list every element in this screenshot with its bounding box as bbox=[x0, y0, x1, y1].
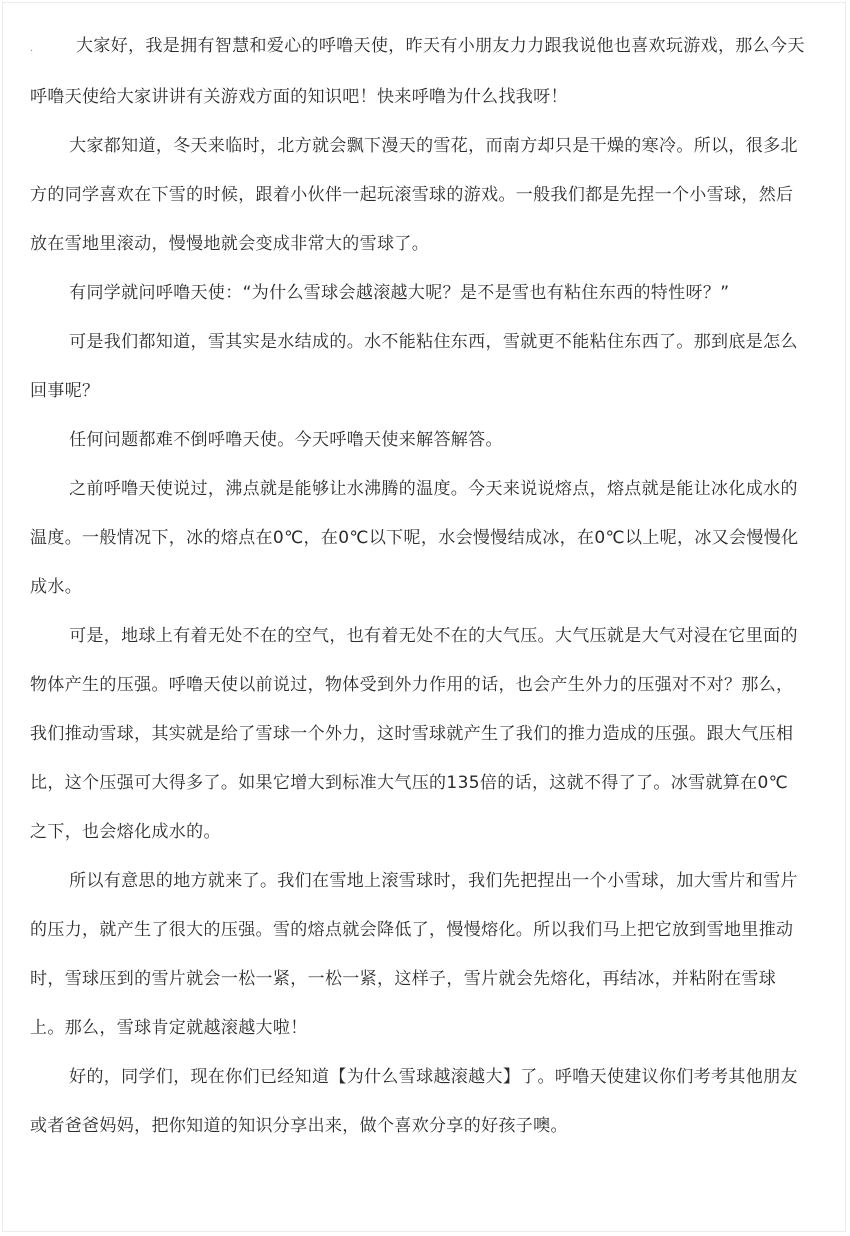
paragraph-intro bbox=[30, 22, 805, 122]
paragraph-air-pressure: 可是，地球上有着无处不在的空气，也有着无处不在的大气压。大气压就是大气对浸在它里面的物体产生的压强。呼噜天使以前说过，物体受到外力作用的话，也会产生外力的压强对不对？那么，我们推动雪球，其实就是给了雪球一个外力，这时雪球就产生了我们的推力造成的压强。跟大气压相比，这个压强可大得多了。如果它增大到标准大气压的135倍的话，这就不得了了。冰雪就算在0℃之下，也会熔化成水的。 bbox=[30, 626, 798, 842]
paragraph-text: 大家好，我是拥有智慧和爱心的呼噜天使，昨天有小朋友力力跟我说他也喜欢玩游戏，那么今天呼噜天使给大家讲讲有关游戏方面的知识吧！快来呼噜为什么找我呀！ bbox=[30, 36, 805, 107]
paragraph-question: 有同学就问呼噜天使：“为什么雪球会越滚越大呢？是不是雪也有粘住东西的特性呀？” bbox=[69, 283, 730, 303]
paragraph-winter: 大家都知道，冬天来临时，北方就会飘下漫天的雪花，而南方却只是干燥的寒冷。所以，很多北方的同学喜欢在下雪的时候，跟着小伙伴一起玩滚雪球的游戏。一般我们都是先捏一个小雪球，然后放在雪地里滚动，慢慢地就会变成非常大的雪球了。 bbox=[30, 136, 798, 254]
lead-marker: . bbox=[30, 43, 34, 54]
paragraph-snowball-explanation: 所以有意思的地方就来了。我们在雪地上滚雪球时，我们先把捏出一个小雪球，加大雪片和雪片的压力，就产生了很大的压强。雪的熔点就会降低了，慢慢熔化。所以我们马上把它放到雪地里推动时，雪球压到的雪片就会一松一紧，一松一紧，这样子，雪片就会先熔化，再结冰，并粘附在雪球上。那么，雪球肯定就越滚越大啦！ bbox=[30, 871, 798, 1038]
paragraph-closing: 好的，同学们，现在你们已经知道【为什么雪球越滚越大】了。呼噜天使建议你们考考其他朋友或者爸爸妈妈，把你知道的知识分享出来，做个喜欢分享的好孩子噢。 bbox=[30, 1067, 798, 1136]
article-body bbox=[30, 22, 805, 1151]
paragraph-melting-point: 之前呼噜天使说过，沸点就是能够让水沸腾的温度。今天来说说熔点，熔点就是能让冰化成水的温度。一般情况下，冰的熔点在0℃，在0℃以下呢，水会慢慢结成冰，在0℃以上呢，冰又会慢慢化成水。 bbox=[30, 479, 799, 597]
paragraph-answer-intro: 任何问题都难不倒呼噜天使。今天呼噜天使来解答解答。 bbox=[69, 430, 503, 450]
paragraph-snow-water: 可是我们都知道，雪其实是水结成的。水不能粘住东西，雪就更不能粘住东西了。那到底是怎么回事呢？ bbox=[30, 332, 798, 401]
